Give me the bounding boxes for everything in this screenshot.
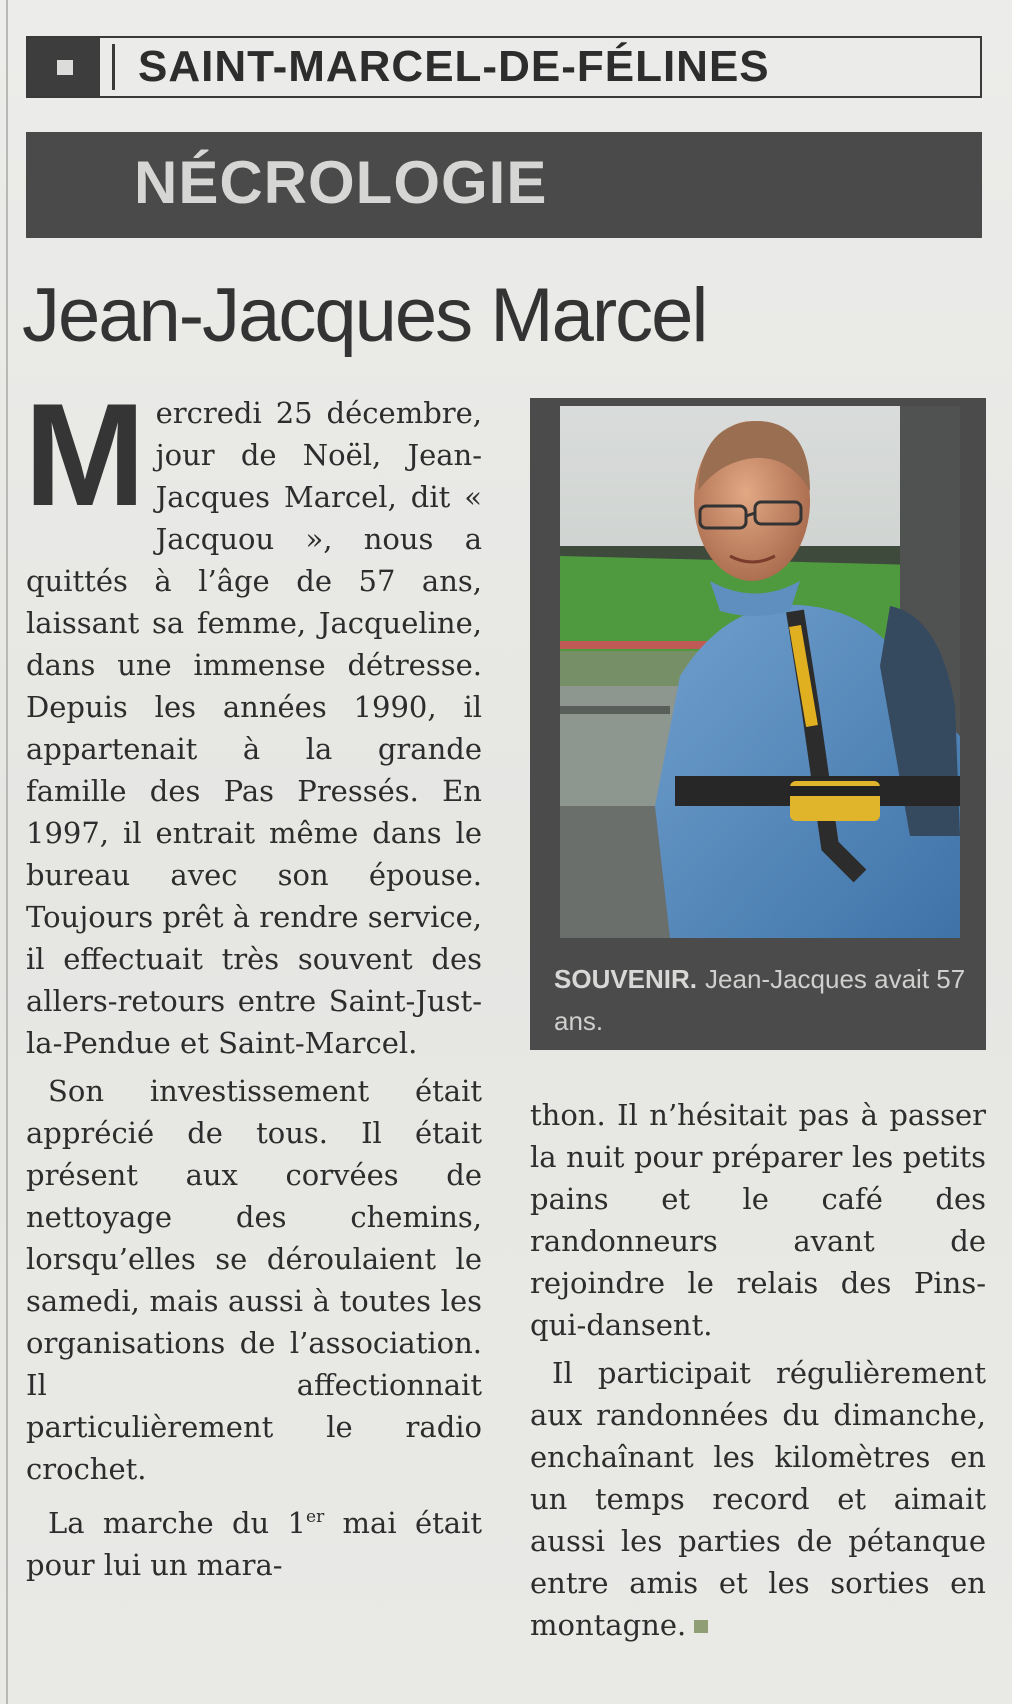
paragraph-4-text: Il participait régulièrement aux randonnées du dimanche, enchaînant les kilomètres en un temps record et aimait aussi les parties de pétanque entre amis et les sorties en montagne. [530, 1356, 986, 1642]
text-column-left [24, 373, 482, 1586]
paragraph-3-continued: thon. Il n’hésitait pas à passer la nuit pour préparer les petits pains et le café des randonneurs avant de rejoindre le relais des Pins-qui-dansent. [530, 1098, 986, 1342]
paragraph-3-text-end: mai était pour lui un mara- [26, 1506, 482, 1582]
paragraph-1-text: ercredi 25 décembre, jour de Noël, Jean-Jacques Marcel, dit « Jacquou », nous a quittés à l’âge de 57 ans, laissant sa femme, Jacqueline, dans une immense détresse. Depuis les années 1990, il appartenait à la grande famille des Pas Pressés. En 1997, il entrait même dans le bureau avec son épouse. Toujours prêt à rendre service, il effectuait très souvent des allers-retours entre Saint-Just-la-Pendue et Saint-Marcel. [26, 396, 482, 1060]
paragraph-3 [26, 1496, 482, 1586]
section-title: SAINT-MARCEL-DE-FÉLINES [138, 42, 770, 91]
rubric-label: NÉCROLOGIE [134, 149, 548, 216]
paragraph-3-text: La marche du 1 [48, 1506, 307, 1540]
caption-lead: SOUVENIR. [554, 964, 698, 994]
portrait-illustration [560, 406, 960, 938]
caption-text: Jean-Jacques avait 57 ans. [554, 964, 966, 1036]
page-edge [6, 0, 8, 1704]
section-marker [28, 38, 100, 96]
paragraph-2: Son investissement était apprécié de tous. Il était présent aux corvées de nettoyage des chemins, lorsqu’elles se déroulaient le samedi, mais aussi à toutes les organisations de l’association. Il affectionnait particulièrement le radio crochet. [26, 1074, 482, 1486]
section-divider [112, 44, 115, 90]
drop-cap: M [24, 373, 146, 536]
section-header [26, 36, 982, 98]
ordinal-superscript: er [306, 1507, 325, 1527]
square-icon [57, 60, 73, 75]
text-column-right [530, 1094, 986, 1646]
rubric-bar [26, 132, 982, 238]
paragraph-4 [530, 1352, 986, 1646]
paragraph-1 [24, 373, 482, 1064]
end-of-article-icon [694, 1620, 708, 1633]
photo-caption [554, 958, 974, 1042]
portrait-photo [560, 406, 960, 938]
article-headline: Jean-Jacques Marcel [22, 273, 707, 358]
